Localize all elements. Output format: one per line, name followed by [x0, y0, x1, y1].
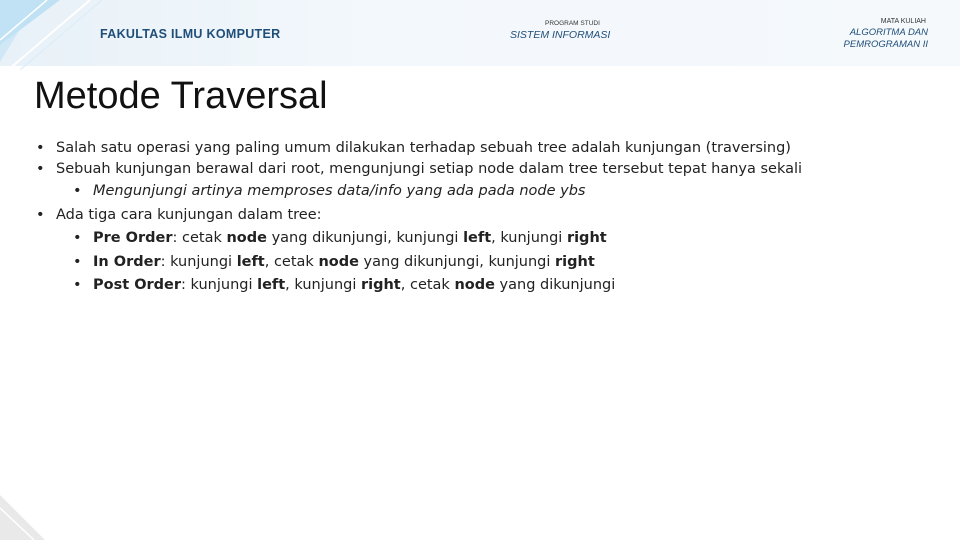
- keyword: right: [555, 253, 595, 270]
- traversal-name: In Order: [93, 253, 161, 270]
- text-fragment: yang dikunjungi, kunjungi: [358, 253, 556, 270]
- bullet-marker: •: [36, 206, 45, 223]
- bullet-marker: •: [36, 161, 45, 177]
- corner-decoration: [0, 0, 110, 70]
- bullet-marker: •: [36, 140, 45, 156]
- bullet-marker: •: [73, 253, 82, 270]
- faculty-name: FAKULTAS ILMU KOMPUTER: [100, 27, 281, 41]
- course-name-line1: ALGORITMA DAN: [849, 27, 928, 38]
- bullet-marker: •: [73, 183, 82, 199]
- slide-content: [36, 138, 936, 298]
- keyword: left: [257, 277, 286, 293]
- course-name-line2: PEMROGRAMAN II: [843, 39, 928, 50]
- bullet-text: Mengunjungi artinya memproses data/info yang ada pada node ybs: [93, 183, 586, 199]
- traversal-name: Pre Order: [93, 230, 173, 246]
- text-fragment: , kunjungi: [285, 277, 361, 293]
- text-fragment: , cetak: [264, 253, 319, 270]
- sub-bullet-item: [36, 180, 936, 204]
- bullet-marker: •: [73, 230, 82, 246]
- bullet-item: [36, 138, 936, 159]
- keyword: left: [463, 230, 492, 246]
- bullet-text: Ada tiga cara kunjungan dalam tree:: [56, 206, 322, 223]
- keyword: right: [360, 277, 401, 293]
- keyword: left: [236, 253, 265, 270]
- program-label: PROGRAM STUDI: [545, 20, 600, 27]
- keyword: node: [454, 277, 495, 293]
- bottom-decoration: [0, 480, 60, 540]
- text-fragment: , cetak: [400, 277, 455, 293]
- slide-title: Metode Traversal: [34, 75, 328, 117]
- bullet-item: [36, 204, 936, 228]
- text-fragment: yang dikunjungi, kunjungi: [266, 230, 464, 246]
- text-fragment: : kunjungi: [181, 277, 258, 293]
- bullet-marker: •: [73, 277, 82, 293]
- traversal-name: Post Order: [93, 277, 182, 293]
- course-name: [788, 27, 928, 51]
- keyword: right: [566, 230, 607, 246]
- text-fragment: yang dikunjungi: [494, 277, 616, 293]
- program-name: SISTEM INFORMASI: [510, 29, 611, 41]
- keyword: node: [318, 253, 359, 270]
- traversal-post-order: [36, 274, 936, 298]
- text-fragment: : kunjungi: [160, 253, 237, 270]
- traversal-in-order: [36, 251, 936, 275]
- text-fragment: : cetak: [172, 230, 227, 246]
- keyword: node: [226, 230, 267, 246]
- bullet-text: Sebuah kunjungan berawal dari root, mengunjungi setiap node dalam tree tersebut tepat hanya sekali: [56, 161, 803, 177]
- bullet-text: Salah satu operasi yang paling umum dilakukan terhadap sebuah tree adalah kunjungan (traversing): [56, 140, 791, 156]
- course-label: MATA KULIAH: [880, 18, 926, 25]
- traversal-pre-order: [36, 227, 936, 251]
- bullet-item: [36, 159, 936, 180]
- text-fragment: , kunjungi: [491, 230, 567, 246]
